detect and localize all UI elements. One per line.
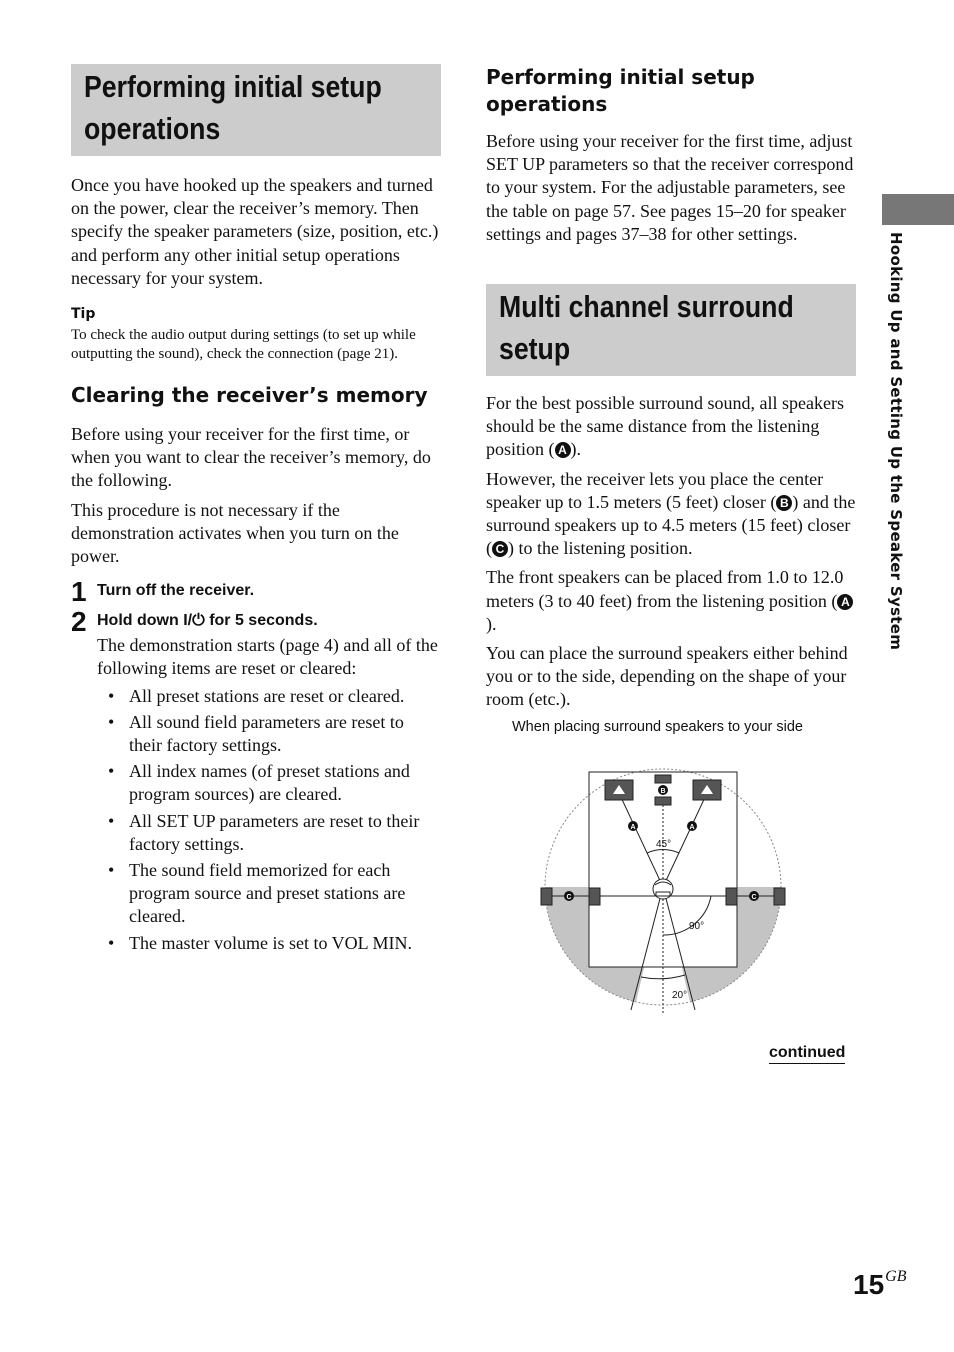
page-suffix: GB — [885, 1268, 907, 1285]
text-run: ) and the surround speakers up to 4.5 meters (15 feet) closer ( — [486, 491, 856, 559]
section-title: Multi channel surround setup — [499, 289, 794, 367]
text-run: The front speakers can be placed from 1.0 to 12.0 meters (3 to 40 feet) from the listening position ( — [486, 567, 844, 611]
setup-heading: Performing initial setup operations — [486, 65, 755, 116]
step-2 — [71, 606, 441, 638]
listener-icon — [653, 879, 673, 899]
side-tab-marker — [882, 194, 954, 225]
text-run: However, the receiver lets you place the center speaker up to 1.5 meters (5 feet) closer ( — [486, 468, 824, 512]
marker-label: C — [566, 894, 572, 901]
angle-label-90: 90° — [689, 921, 705, 932]
text-run: For the best possible surround sound, all speakers should be the same distance from the listening position ( — [486, 393, 844, 460]
marker-label: A — [630, 824, 636, 831]
surround-paragraph-1 — [486, 392, 856, 462]
speaker-placement-diagram — [535, 765, 795, 1025]
section-title-box — [71, 64, 441, 156]
setup-paragraph: Before using your receiver for the first time, adjust SET UP parameters so that the receiver correspond to your system. For the adjustable parameters, see the table on page 57. See pages 15–20 for speaker settings and pages 37–38 for other settings. — [486, 131, 854, 244]
clear-memory-note: This procedure is not necessary if the demonstration activates when you turn on the power. — [71, 499, 399, 567]
marker-label: B — [660, 788, 666, 795]
marker-b: B — [776, 495, 792, 511]
side-section-label: Hooking Up and Setting Up the Speaker System — [887, 232, 905, 651]
marker-label: A — [689, 824, 695, 831]
marker-a — [628, 821, 638, 831]
tip-label: Tip — [71, 306, 96, 323]
clear-memory-heading: Clearing the receiver’s memory — [71, 383, 428, 408]
angle-label-45: 45° — [656, 839, 672, 850]
page-number-value: 15 — [853, 1269, 885, 1300]
marker-b — [658, 785, 668, 795]
left-column — [71, 64, 441, 958]
text-run: ). — [486, 613, 497, 634]
step-number: 1 — [71, 576, 87, 608]
list-item: • All SET UP parameters are reset to their factory settings. — [97, 810, 441, 856]
surround-paragraph-3 — [486, 566, 856, 636]
text-run: ) to the listening position. — [508, 538, 693, 559]
diagram-caption: When placing surround speakers to your side — [512, 718, 803, 735]
marker-a — [687, 821, 697, 831]
surround-paragraph-4: You can place the surround speakers either behind you or to the side, depending on the shape of your room (etc.). — [486, 643, 848, 710]
list-item: • The sound field memorized for each program source and preset stations are cleared. — [97, 859, 441, 929]
page-title: Performing initial setup operations — [84, 69, 382, 146]
surround-paragraph-2 — [486, 468, 856, 561]
marker-c — [564, 891, 574, 901]
step-number: 2 — [71, 606, 87, 638]
marker-c — [749, 891, 759, 901]
list-item: • All preset stations are reset or cleared. — [97, 685, 441, 708]
front-right-speaker — [693, 780, 721, 800]
continued-label: continued — [769, 1044, 845, 1064]
step-label: Turn off the receiver. — [97, 582, 255, 600]
angle-label-20: 20° — [672, 990, 688, 1001]
text-run: ). — [570, 439, 582, 460]
right-column — [486, 64, 856, 735]
section-title-box — [486, 284, 856, 376]
list-item: • All sound field parameters are reset to their factory settings. — [97, 711, 441, 757]
step-label: Hold down I/⏻ for 5 seconds. — [97, 612, 318, 630]
reset-items-list — [71, 685, 441, 955]
marker-a: A — [837, 594, 853, 610]
step-2-text: The demonstration starts (page 4) and all of the following items are reset or cleared: — [97, 635, 438, 679]
clear-memory-paragraph: Before using your receiver for the first time, or when you want to clear the receiver’s memory, do the following. — [71, 424, 431, 491]
list-item: • All index names (of preset stations and program sources) are cleared. — [97, 760, 441, 806]
intro-paragraph: Once you have hooked up the speakers and turned on the power, clear the receiver’s memory. Then specify the speaker parameters (size, position, etc.) and perform any other initial setup operations necessary for your system. — [71, 175, 439, 288]
marker-c: C — [492, 541, 508, 557]
step-1 — [71, 576, 441, 608]
list-item: • The master volume is set to VOL MIN. — [97, 932, 441, 955]
marker-a: A — [555, 442, 571, 458]
marker-label: C — [751, 894, 757, 901]
tip-text: To check the audio output during settings (to set up while outputting the sound), check the connection (page 21). — [71, 327, 416, 363]
page-number — [853, 1268, 906, 1301]
front-left-speaker — [605, 780, 633, 800]
